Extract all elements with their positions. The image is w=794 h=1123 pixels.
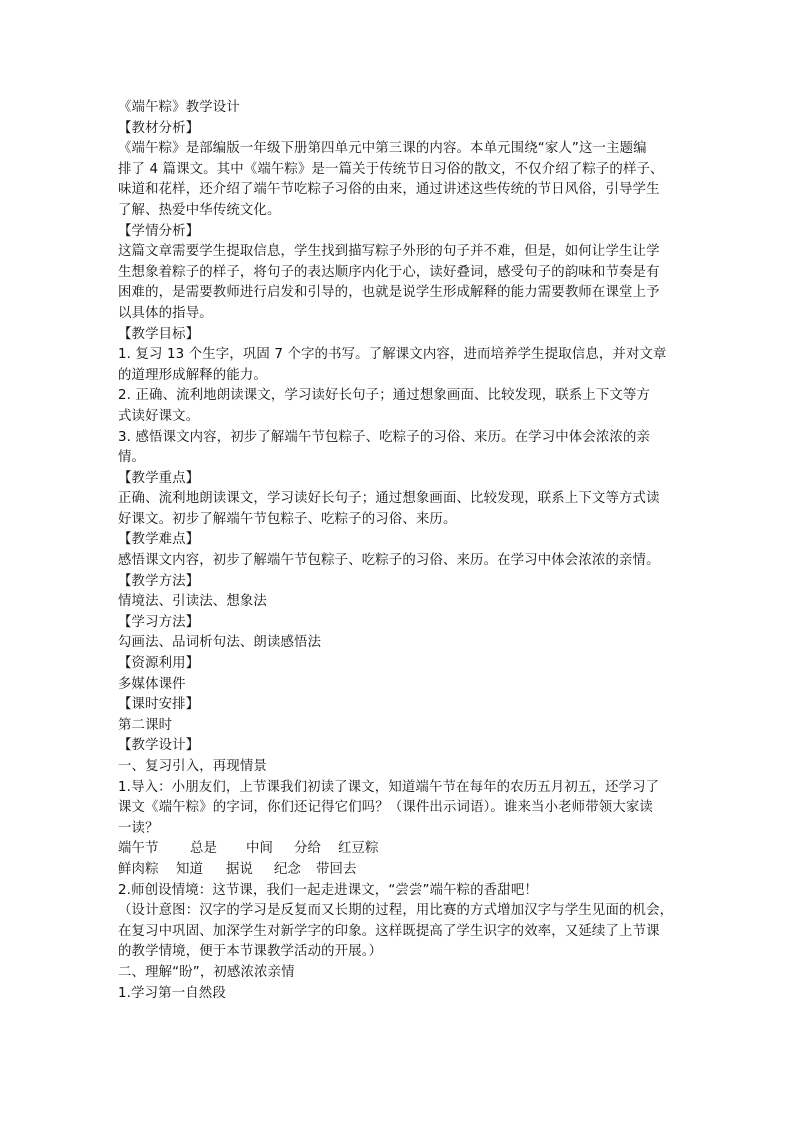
doc-title: 《端午粽》教学设计 bbox=[118, 100, 240, 115]
vocab-word: 红豆粽 bbox=[338, 841, 379, 857]
paragraph-line: 排了 4 篇课文。其中《端午粽》是一篇关于传统节日习俗的散文，不仅介绍了粽子的样子、 bbox=[118, 161, 664, 177]
vocab-word: 鲜肉粽 bbox=[118, 861, 159, 877]
paragraph-line: 课文《端午粽》的字词，你们还记得它们吗？（课件出示词语）。谁来当小老师带领大家读 bbox=[118, 800, 653, 816]
paragraph-line: 1.导入：小朋友们，上节课我们初读了课文，知道端午节在每年的农历五月初五，还学习了 bbox=[118, 779, 660, 795]
subsection-heading: 二、理解“盼”，初感浓浓亲情 bbox=[118, 964, 295, 980]
paragraph-line: 的道理形成解释的能力。 bbox=[118, 367, 267, 383]
paragraph-line: 2. 正确、流利地朗读课文，学习读好长句子；通过想象画面、比较发现，联系上下文等方 bbox=[118, 388, 651, 404]
paragraph-line: 味道和花样，还介绍了端午节吃粽子习俗的由来，通过讲述这些传统的节日风俗，引导学生 bbox=[118, 182, 660, 198]
paragraph-line: 勾画法、品词析句法、朗读感悟法 bbox=[118, 635, 322, 651]
section-heading: 【教学方法】 bbox=[118, 573, 200, 589]
paragraph-line: 好课文。初步了解端午节包粽子、吃粽子的习俗、来历。 bbox=[118, 511, 457, 527]
paragraph-line: 式读好课文。 bbox=[118, 408, 200, 424]
paragraph-line: 情境法、引读法、想象法 bbox=[118, 594, 267, 610]
paragraph-line: 情。 bbox=[118, 450, 146, 466]
vocab-word: 带回去 bbox=[316, 861, 357, 877]
paragraph-line: 这篇文章需要学生提取信息，学生找到描写粽子外形的句子并不难，但是，如何让学生让学 bbox=[118, 244, 660, 260]
paragraph-line: 1. 复习 13 个生字，巩固 7 个字的书写。了解课文内容，进而培养学生提取信息，并对文章 bbox=[118, 347, 667, 363]
section-heading: 【学情分析】 bbox=[118, 223, 200, 239]
paragraph-line: 以具体的指导。 bbox=[118, 305, 213, 321]
section-heading: 【资源利用】 bbox=[118, 656, 200, 672]
paragraph-line: 第二课时 bbox=[118, 717, 173, 733]
vocab-word: 知道 bbox=[176, 861, 204, 877]
subsection-heading: 一、复习引入，再现情景 bbox=[118, 759, 267, 774]
section-heading: 【教学重点】 bbox=[118, 470, 200, 486]
paragraph-line: 困难的，是需要教师进行启发和引导的，也就是说学生形成解释的能力需要教师在课堂上予 bbox=[118, 285, 660, 301]
paragraph-line: 感悟课文内容，初步了解端午节包粽子、吃粽子的习俗、来历。在学习中体会浓浓的亲情。 bbox=[118, 553, 660, 569]
vocab-word: 总是 bbox=[190, 841, 218, 857]
vocab-row bbox=[118, 839, 700, 860]
paragraph-line: 一读？ bbox=[118, 820, 159, 836]
vocab-word: 分给 bbox=[294, 841, 322, 857]
paragraph-line: 3. 感悟课文内容，初步了解端午节包粽子、吃粽子的习俗、来历。在学习中体会浓浓的亲 bbox=[118, 429, 651, 445]
design-intent-line: （设计意图：汉字的学习是反复而又长期的过程，用比赛的方式增加汉字与学生见面的机会， bbox=[118, 903, 674, 919]
vocab-word: 中间 bbox=[246, 841, 274, 857]
section-heading: 【教学目标】 bbox=[118, 326, 200, 342]
paragraph-line: 了解、热爱中华传统文化。 bbox=[118, 202, 281, 218]
vocab-word: 端午节 bbox=[118, 841, 159, 857]
section-heading: 【课时安排】 bbox=[118, 697, 200, 713]
paragraph-line: 多媒体课件 bbox=[118, 676, 186, 692]
design-intent-line: 的教学情境，便于本节课教学活动的开展。） bbox=[118, 944, 383, 960]
paragraph-line: 正确、流利地朗读课文，学习读好长句子；通过想象画面、比较发现，联系上下文等方式读 bbox=[118, 491, 660, 507]
design-intent-line: 在复习中巩固、加深学生对新学字的印象。这样既提高了学生识字的效率，又延续了上节课 bbox=[118, 923, 660, 939]
vocab-row bbox=[118, 860, 700, 881]
paragraph-line: 《端午粽》是部编版一年级下册第四单元中第三课的内容。本单元围绕“家人”这一主题编 bbox=[118, 141, 647, 157]
section-heading: 【教材分析】 bbox=[118, 120, 200, 136]
paragraph-line: 2.师创设情境：这节课，我们一起走进课文，“尝尝”端午粽的香甜吧！ bbox=[118, 882, 538, 898]
paragraph-line: 1.学习第一自然段 bbox=[118, 985, 226, 1001]
vocab-word: 纪念 bbox=[274, 861, 302, 877]
section-heading: 【教学设计】 bbox=[118, 738, 200, 754]
paragraph-line: 生想象着粽子的样子，将句子的表达顺序内化于心，读好叠词，感受句子的韵味和节奏是有 bbox=[118, 264, 660, 280]
vocab-word: 据说 bbox=[226, 861, 254, 877]
section-heading: 【教学难点】 bbox=[118, 532, 200, 548]
section-heading: 【学习方法】 bbox=[118, 614, 200, 630]
